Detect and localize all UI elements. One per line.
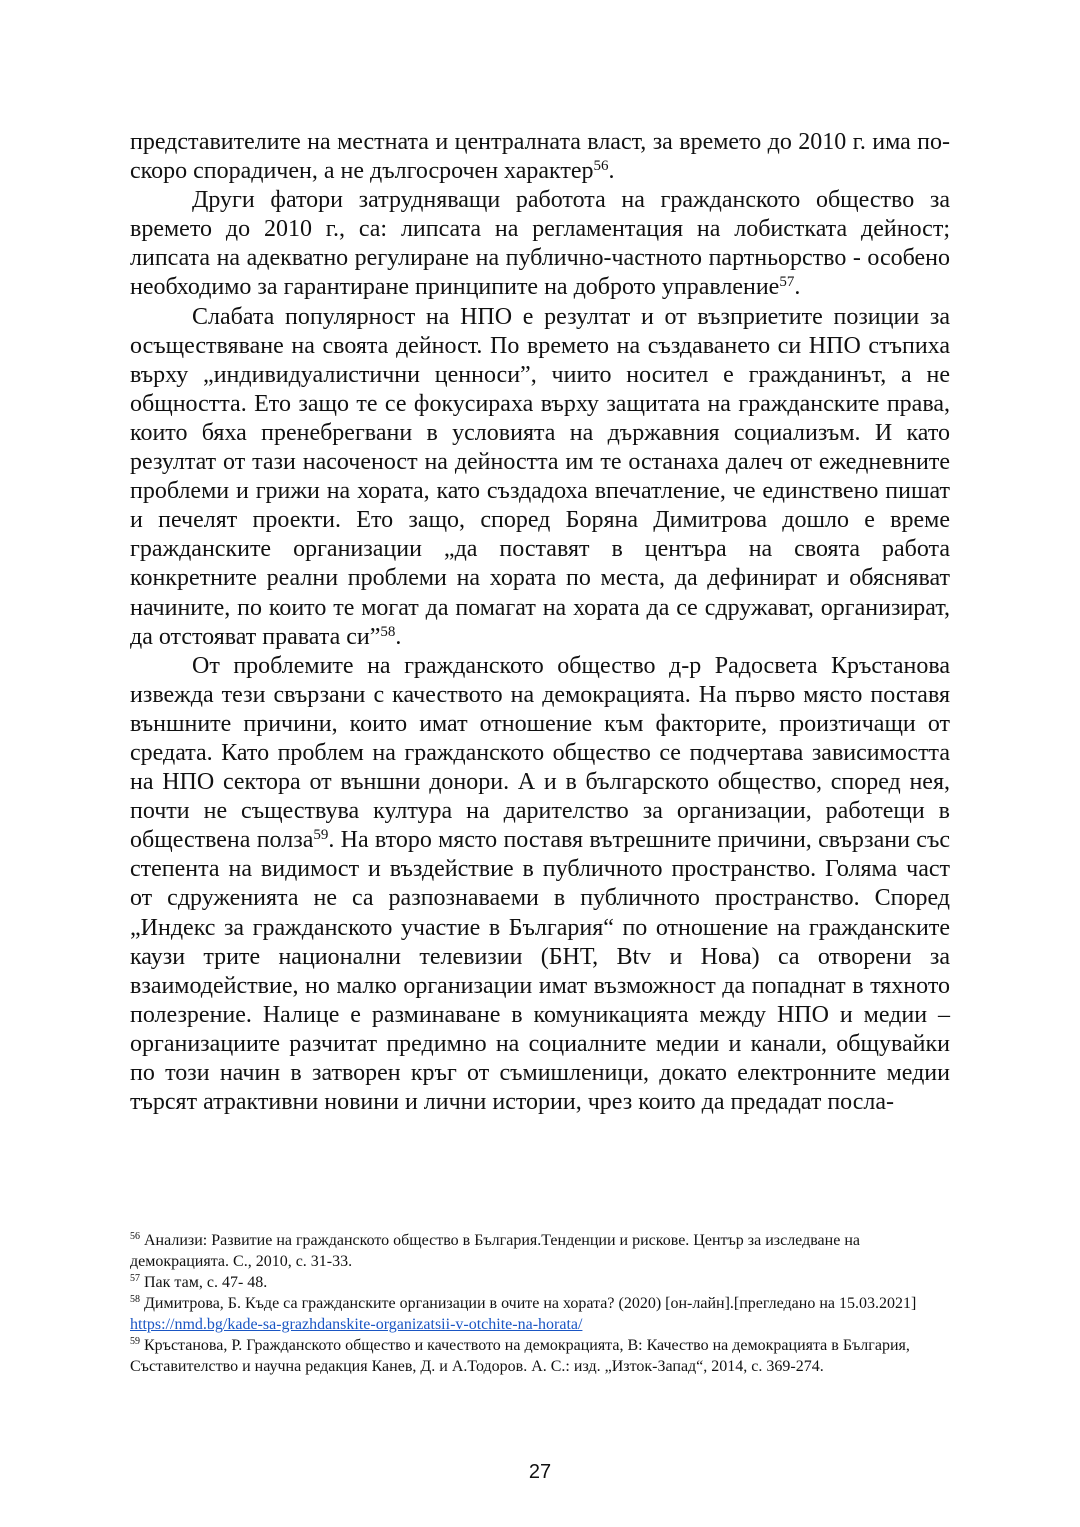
footnote-58 xyxy=(130,1293,945,1335)
paragraph-tail: . xyxy=(794,274,801,301)
footnote-number: 59 xyxy=(130,1336,140,1347)
footnote-59 xyxy=(130,1335,945,1377)
footnote-ref-59[interactable]: 59 xyxy=(313,827,329,843)
paragraph-tail: . xyxy=(608,158,615,185)
footnote-number: 57 xyxy=(130,1273,140,1284)
footnote-56 xyxy=(130,1230,945,1272)
paragraph-text: От проблемите на гражданското общество д-р Радосвета Кръстанова извежда тези свързани с качеството на демокрацията. На първо място поставя външните причини, които имат отношение към факторите, произтичащи от средата. Като проблем на гражданското общество се подчертава зависимостта на НПО сектора от външни донори. А и в българското общество, според нея, почти не съществува култура на дарителство за организации, работещи в обществена полза xyxy=(130,652,950,854)
footnote-ref-56[interactable]: 56 xyxy=(593,157,609,174)
footnote-57 xyxy=(130,1272,945,1293)
body-text xyxy=(130,128,950,1117)
paragraph-text: Други фатори затрудняващи работота на гражданското общество за времето до 2010 г., са: липсата на регламентация на лобистката дейност; липсата на адекватно регулиране на публично-частното партньорство - особено необходимо за гарантиране принципите на доброто управление xyxy=(130,187,950,301)
footnote-text: Анализи: Развитие на гражданското общество в България.Тенденции и рискове. Център за изследване на демокрацията. С., 2010, с. 31-33. xyxy=(130,1232,860,1270)
paragraph-text: представителите на местната и централната власт, за времето до 2010 г. има по-скоро спорадичен, а не дългосрочен характер xyxy=(130,129,950,185)
footnote-ref-58[interactable]: 58 xyxy=(380,623,396,640)
footnote-text: Димитрова, Б. Къде са гражданските организации в очите на хората? (2020) [он-лайн].[прегледано на 15.03.2021] xyxy=(140,1295,917,1312)
paragraph-4 xyxy=(130,652,950,1118)
paragraph-3 xyxy=(130,303,950,652)
paragraph-tail: . На второ място поставя вътрешните причини, свързани със степента на видимост и въздействие в публичното пространство. Голяма част от сдруженията не са разпознаваеми в публичното пространство. Според „Индекс за гражданското участие в България“ по отношение на гражданските каузи трите национални телевизии (БНТ, Btv и Нова) са отворени за взаимодействие, но малко организации имат възможност да попаднат в тяхното полезрение. Налице е разминаване в комуникацията между НПО и медии – организациите разчитат предимно на социалните медии и канали, общувайки по този начин в затворен кръг от съмишленици, докато електронните медии търсят атрактивни новини и лични истории, чрез които да предадат посла- xyxy=(130,827,951,1116)
paragraph-text: Слабата популярност на НПО е резултат и от възприетите позиции за осъществяване на своята дейност. По времето на създаването си НПО стъпиха върху „индивидуалистични ценноси”, чиито носител е гражданинът, а не общността. Ето защо те се фокусираха върху защитата на гражданските права, които бяха пренебрегвани в условията на държавния социализъм. И като резултат от тази насоченост на дейността им те останаха далеч от ежедневните проблеми и грижи на хората, като създадоха впечатление, че единствено пишат и печелят проекти. Ето защо, според Боряна Димитрова дошло е време гражданските организации „да поставят в центъра на своята работа конкретните реални проблеми на хората по места, да дефинират и обясняват начините, по които те могат да помагат на хората да се сдружават, организират, да отстояват правата си” xyxy=(130,303,950,650)
paragraph-1 xyxy=(130,128,950,186)
paragraph-tail: . xyxy=(395,623,402,650)
footnote-text: Пак там, с. 47- 48. xyxy=(140,1274,268,1291)
footnote-number: 56 xyxy=(130,1231,140,1242)
paragraph-2 xyxy=(130,186,950,302)
page-number: 27 xyxy=(528,1461,552,1483)
footnote-ref-57[interactable]: 57 xyxy=(779,274,795,291)
footnote-number: 58 xyxy=(130,1294,140,1305)
footnote-text: Кръстанова, Р. Гражданското общество и качеството на демокрацията, В: Качество на демокрацията в България, Съставителство и научна редакция Канев, Д. и А.Тодоров. А. С.: изд. „Изток-Запад“, 2014, с. 369-274. xyxy=(130,1337,910,1375)
footnotes xyxy=(130,1230,945,1377)
footnote-link[interactable]: https://nmd.bg/kade-sa-grazhdanskite-organizatsii-v-otchite-na-horata/ xyxy=(130,1316,583,1333)
